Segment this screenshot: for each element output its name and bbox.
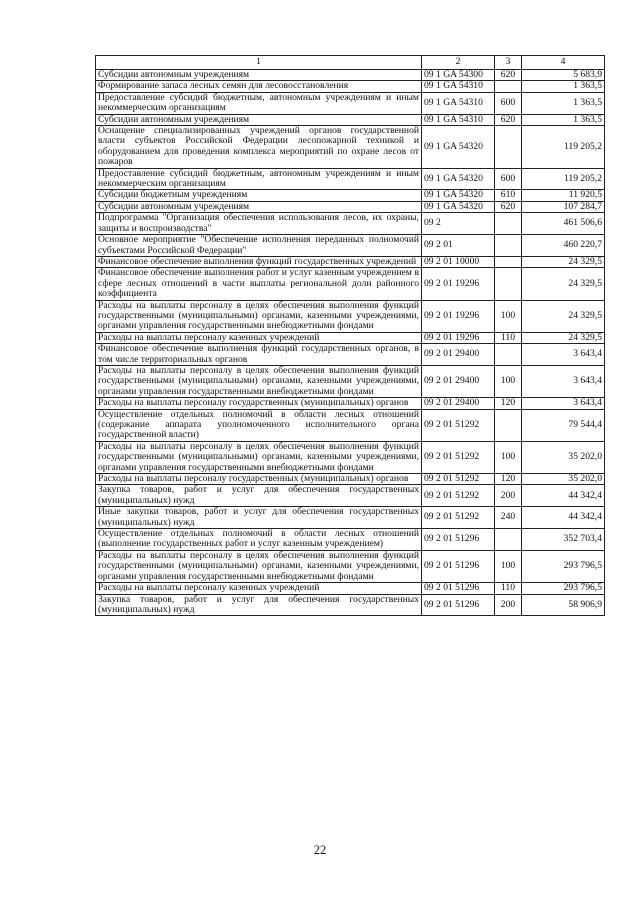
cell-name: Закупка товаров, работ и услуг для обеспечения государственных (муниципальных) нужд bbox=[96, 594, 422, 616]
cell-vr: 620 bbox=[495, 70, 522, 81]
cell-code: 09 2 01 51296 bbox=[422, 550, 495, 582]
column-number-row bbox=[96, 56, 605, 70]
table-row bbox=[96, 114, 605, 125]
cell-vr: 110 bbox=[495, 583, 522, 594]
cell-name: Финансовое обеспечение выполнения функций государственных органов, в том числе территориальных органов bbox=[96, 344, 422, 366]
cell-name: Предоставление субсидий бюджетным, автономным учреждениям и иным некоммерческим организациям bbox=[96, 168, 422, 190]
budget-table bbox=[95, 55, 605, 616]
cell-vr: 200 bbox=[495, 594, 522, 616]
cell-code: 09 1 GA 54320 bbox=[422, 168, 495, 190]
cell-sum: 107 284,7 bbox=[522, 201, 605, 212]
cell-sum: 44 342,4 bbox=[522, 507, 605, 529]
table-row bbox=[96, 409, 605, 441]
table-row bbox=[96, 81, 605, 92]
cell-sum: 461 506,6 bbox=[522, 213, 605, 235]
cell-vr: 100 bbox=[495, 300, 522, 332]
cell-vr bbox=[495, 81, 522, 92]
cell-name: Основное мероприятие "Обеспечение исполнения переданных полномочий субъектами Российской Федерации" bbox=[96, 235, 422, 257]
cell-vr: 100 bbox=[495, 441, 522, 473]
cell-name: Финансовое обеспечение выполнения функций государственных учреждений bbox=[96, 256, 422, 267]
cell-sum: 1 363,5 bbox=[522, 114, 605, 125]
cell-name: Расходы на выплаты персоналу в целях обеспечения выполнения функций государственными (муниципальными) органами, казенными учреждениями, органами управления государственными внебюджетными фондами bbox=[96, 550, 422, 582]
table-row bbox=[96, 235, 605, 257]
cell-sum: 24 329,5 bbox=[522, 268, 605, 300]
cell-name: Формирование запаса лесных семян для лесовосстановления bbox=[96, 81, 422, 92]
cell-name: Расходы на выплаты персоналу казенных учреждений bbox=[96, 583, 422, 594]
cell-code: 09 2 01 bbox=[422, 235, 495, 257]
cell-vr: 620 bbox=[495, 201, 522, 212]
cell-vr: 600 bbox=[495, 168, 522, 190]
table-row bbox=[96, 398, 605, 409]
cell-vr bbox=[495, 235, 522, 257]
table-row bbox=[96, 268, 605, 300]
cell-sum: 293 796,5 bbox=[522, 550, 605, 582]
cell-vr: 600 bbox=[495, 92, 522, 114]
cell-vr bbox=[495, 213, 522, 235]
column-number-3: 3 bbox=[495, 56, 522, 70]
cell-code: 09 1 GA 54300 bbox=[422, 70, 495, 81]
table-row bbox=[96, 485, 605, 507]
cell-sum: 1 363,5 bbox=[522, 81, 605, 92]
cell-code: 09 2 01 29400 bbox=[422, 344, 495, 366]
cell-code: 09 2 01 51292 bbox=[422, 485, 495, 507]
table-row bbox=[96, 441, 605, 473]
table-row bbox=[96, 201, 605, 212]
cell-code: 09 1 GA 54310 bbox=[422, 114, 495, 125]
table-row bbox=[96, 344, 605, 366]
cell-name: Закупка товаров, работ и услуг для обеспечения государственных (муниципальных) нужд bbox=[96, 485, 422, 507]
table-row bbox=[96, 126, 605, 169]
table-row bbox=[96, 365, 605, 397]
table-row bbox=[96, 168, 605, 190]
cell-sum: 24 329,5 bbox=[522, 256, 605, 267]
cell-code: 09 1 GA 54310 bbox=[422, 81, 495, 92]
cell-vr bbox=[495, 268, 522, 300]
cell-sum: 3 643,4 bbox=[522, 344, 605, 366]
cell-vr: 100 bbox=[495, 550, 522, 582]
cell-sum: 352 703,4 bbox=[522, 529, 605, 551]
cell-code: 09 2 01 51296 bbox=[422, 583, 495, 594]
cell-vr: 610 bbox=[495, 190, 522, 201]
column-number-2: 2 bbox=[422, 56, 495, 70]
cell-name: Финансовое обеспечение выполнения работ и услуг казенным учреждением в сфере лесных отношений в части выплаты региональной доли районного коэффициента bbox=[96, 268, 422, 300]
budget-page bbox=[95, 55, 604, 616]
cell-code: 09 1 GA 54320 bbox=[422, 201, 495, 212]
cell-sum: 58 906,9 bbox=[522, 594, 605, 616]
cell-code: 09 2 01 51292 bbox=[422, 441, 495, 473]
cell-code: 09 2 bbox=[422, 213, 495, 235]
table-row bbox=[96, 583, 605, 594]
cell-code: 09 2 01 51296 bbox=[422, 529, 495, 551]
cell-sum: 119 205,2 bbox=[522, 126, 605, 169]
cell-name: Расходы на выплаты персоналу государственных (муниципальных) органов bbox=[96, 474, 422, 485]
cell-name: Расходы на выплаты персоналу в целях обеспечения выполнения функций государственными (муниципальными) органами, казенными учреждениями, органами управления государственными внебюджетными фондами bbox=[96, 441, 422, 473]
cell-code: 09 2 01 51292 bbox=[422, 507, 495, 529]
cell-name: Оснащение специализированных учреждений органов государственной власти субъектов Российской Федерации лесопожарной техникой и оборудованием для проведения комплекса мероприятий по охране лесов от пожаров bbox=[96, 126, 422, 169]
cell-sum: 79 544,4 bbox=[522, 409, 605, 441]
cell-name: Субсидии бюджетным учреждениям bbox=[96, 190, 422, 201]
cell-vr: 100 bbox=[495, 365, 522, 397]
table-row bbox=[96, 474, 605, 485]
table-row bbox=[96, 213, 605, 235]
table-row bbox=[96, 92, 605, 114]
cell-sum: 1 363,5 bbox=[522, 92, 605, 114]
cell-vr: 120 bbox=[495, 474, 522, 485]
cell-vr: 120 bbox=[495, 398, 522, 409]
table-row bbox=[96, 256, 605, 267]
cell-code: 09 2 01 19296 bbox=[422, 300, 495, 332]
cell-sum: 5 683,9 bbox=[522, 70, 605, 81]
cell-sum: 11 920,5 bbox=[522, 190, 605, 201]
cell-name: Расходы на выплаты персоналу государственных (муниципальных) органов bbox=[96, 398, 422, 409]
cell-vr bbox=[495, 409, 522, 441]
cell-code: 09 2 01 51292 bbox=[422, 409, 495, 441]
cell-sum: 119 205,2 bbox=[522, 168, 605, 190]
cell-sum: 35 202,0 bbox=[522, 441, 605, 473]
cell-code: 09 1 GA 54310 bbox=[422, 92, 495, 114]
page-number: 22 bbox=[313, 843, 327, 857]
cell-name: Субсидии автономным учреждениям bbox=[96, 114, 422, 125]
cell-code: 09 2 01 10000 bbox=[422, 256, 495, 267]
table-row bbox=[96, 594, 605, 616]
cell-name: Субсидии автономным учреждениям bbox=[96, 201, 422, 212]
column-number-4: 4 bbox=[522, 56, 605, 70]
cell-sum: 24 329,5 bbox=[522, 300, 605, 332]
cell-code: 09 1 GA 54320 bbox=[422, 126, 495, 169]
cell-code: 09 2 01 19296 bbox=[422, 332, 495, 343]
cell-vr bbox=[495, 529, 522, 551]
cell-vr: 200 bbox=[495, 485, 522, 507]
cell-name: Расходы на выплаты персоналу в целях обеспечения выполнения функций государственными (муниципальными) органами, казенными учреждениями, органами управления государственными внебюджетными фондами bbox=[96, 300, 422, 332]
column-number-1: 1 bbox=[96, 56, 422, 70]
cell-vr: 620 bbox=[495, 114, 522, 125]
budget-table-body bbox=[96, 56, 605, 616]
table-row bbox=[96, 529, 605, 551]
cell-sum: 3 643,4 bbox=[522, 365, 605, 397]
cell-code: 09 2 01 51292 bbox=[422, 474, 495, 485]
cell-code: 09 2 01 19296 bbox=[422, 268, 495, 300]
cell-name: Расходы на выплаты персоналу казенных учреждений bbox=[96, 332, 422, 343]
cell-sum: 35 202,0 bbox=[522, 474, 605, 485]
table-row bbox=[96, 70, 605, 81]
cell-name: Иные закупки товаров, работ и услуг для обеспечения государственных (муниципальных) нужд bbox=[96, 507, 422, 529]
cell-code: 09 2 01 29400 bbox=[422, 398, 495, 409]
cell-name: Осуществление отдельных полномочий в области лесных отношений (выполнение государственных работ и услуг казенным учреждением) bbox=[96, 529, 422, 551]
table-row bbox=[96, 190, 605, 201]
cell-vr: 110 bbox=[495, 332, 522, 343]
cell-vr bbox=[495, 344, 522, 366]
cell-vr: 240 bbox=[495, 507, 522, 529]
cell-sum: 460 220,7 bbox=[522, 235, 605, 257]
cell-name: Расходы на выплаты персоналу в целях обеспечения выполнения функций государственными (муниципальными) органами, казенными учреждениями, органами управления государственными внебюджетными фондами bbox=[96, 365, 422, 397]
cell-vr bbox=[495, 256, 522, 267]
cell-sum: 24 329,5 bbox=[522, 332, 605, 343]
cell-code: 09 2 01 29400 bbox=[422, 365, 495, 397]
cell-name: Подпрограмма "Организация обеспечения использования лесов, их охраны, защиты и воспроизводства" bbox=[96, 213, 422, 235]
cell-sum: 44 342,4 bbox=[522, 485, 605, 507]
cell-code: 09 2 01 51296 bbox=[422, 594, 495, 616]
cell-vr bbox=[495, 126, 522, 169]
cell-code: 09 1 GA 54320 bbox=[422, 190, 495, 201]
cell-name: Субсидии автономным учреждениям bbox=[96, 70, 422, 81]
table-row bbox=[96, 550, 605, 582]
table-row bbox=[96, 300, 605, 332]
cell-sum: 3 643,4 bbox=[522, 398, 605, 409]
cell-name: Осуществление отдельных полномочий в области лесных отношений (содержание аппарата уполномоченного исполнительного органа государственной власти) bbox=[96, 409, 422, 441]
cell-sum: 293 796,5 bbox=[522, 583, 605, 594]
table-row bbox=[96, 507, 605, 529]
cell-name: Предоставление субсидий бюджетным, автономным учреждениям и иным некоммерческим организациям bbox=[96, 92, 422, 114]
table-row bbox=[96, 332, 605, 343]
